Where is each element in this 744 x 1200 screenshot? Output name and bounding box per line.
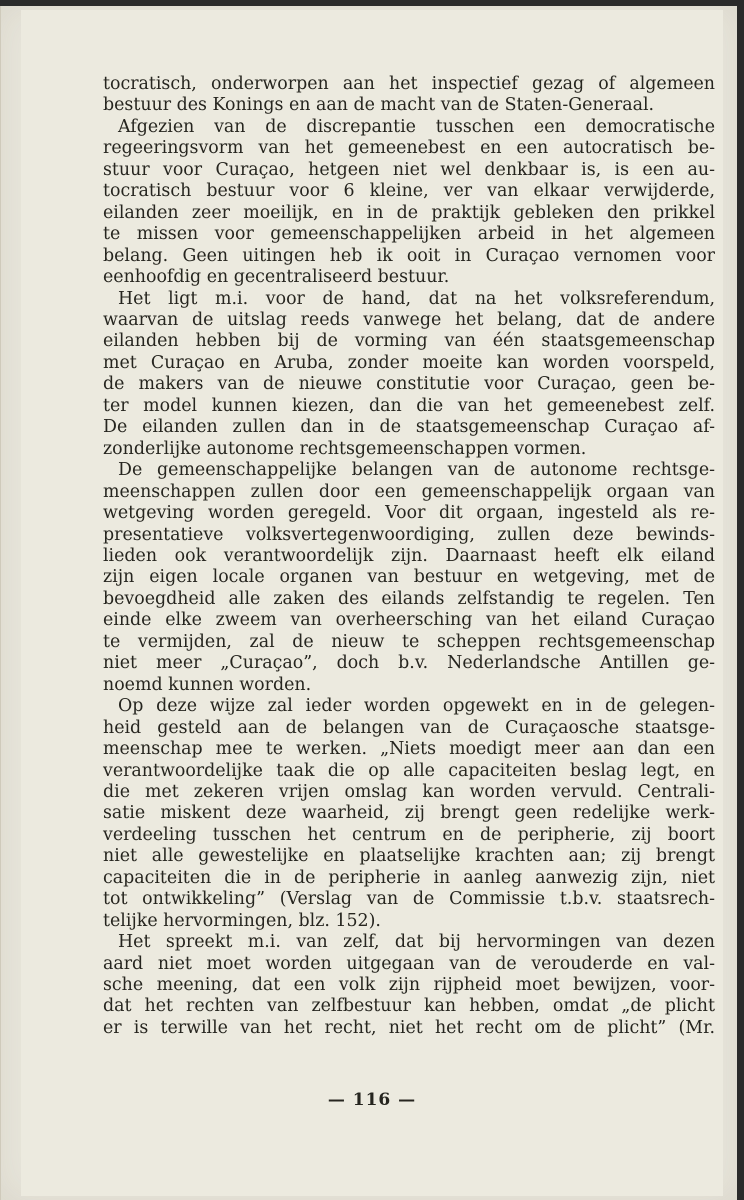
text-line: eilanden hebben bij de vorming van één staatsgemeenschap [103, 331, 715, 352]
text-line: zonderlijke autonome rechtsgemeenschappen vormen. [103, 438, 587, 459]
text-line: niet meer „Curaçao”, doch b.v. Nederlandsche Antillen ge- [103, 653, 715, 674]
text-line: te vermijden, zal de nieuw te scheppen rechtsgemeenschap [103, 631, 715, 652]
text-line: lieden ook verantwoordelijk zijn. Daarnaast heeft elk eiland [103, 545, 715, 566]
text-line: meenschap mee te werken. „Niets moedigt meer aan dan een [103, 739, 715, 760]
text-line: er is terwille van het recht, niet het recht om de plicht” (Mr. [103, 1017, 715, 1038]
text-line: Afgezien van de discrepantie tusschen een democratische [118, 116, 715, 137]
text-line: De gemeenschappelijke belangen van de autonome rechtsge- [118, 460, 715, 481]
text-line: waarvan de uitslag reeds vanwege het belang, dat de andere [103, 309, 715, 330]
text-line: regeeringsvorm van het gemeenebest en een autocratisch be- [103, 138, 715, 159]
text-line: telijke hervormingen, blz. 152). [103, 910, 381, 931]
text-line: bevoegdheid alle zaken des eilands zelfstandig te regelen. Ten [103, 588, 715, 609]
text-line: meenschappen zullen door een gemeenschappelijk orgaan van [103, 481, 715, 502]
text-line: niet alle gewestelijke en plaatselijke krachten aan; zij brengt [103, 846, 715, 867]
text-line: bestuur des Konings en aan de macht van de Staten-Generaal. [103, 95, 655, 116]
text-line: aard niet moet worden uitgegaan van de verouderde en val- [103, 953, 715, 974]
text-line: tot ontwikkeling” (Verslag van de Commissie t.b.v. staatsrech- [103, 889, 715, 910]
text-line: zijn eigen locale organen van bestuur en wetgeving, met de [103, 567, 715, 588]
text-line: tocratisch, onderworpen aan het inspectief gezag of algemeen [103, 74, 715, 94]
text-line: einde elke zweem van overheersching van het eiland Curaçao [103, 610, 715, 631]
text-line: Het spreekt m.i. van zelf, dat bij hervormingen van dezen [118, 932, 715, 953]
text-line: dat het rechten van zelfbestuur kan hebben, omdat „de plicht [103, 996, 715, 1017]
text-line: de makers van de nieuwe constitutie voor Curaçao, geen be- [103, 374, 715, 395]
text-line: Op deze wijze zal ieder worden opgewekt en in de gelegen- [118, 696, 715, 717]
text-line: tocratisch bestuur voor 6 kleine, ver van elkaar verwijderde, [103, 181, 715, 202]
text-line: ter model kunnen kiezen, dan die van het gemeenebest zelf. [103, 395, 715, 416]
text-line: Het ligt m.i. voor de hand, dat na het volksreferendum, [118, 288, 715, 309]
text-line: heid gesteld aan de belangen van de Curaçaosche staatsge- [103, 717, 715, 738]
text-line: capaciteiten die in de peripherie in aanleg aanwezig zijn, niet [103, 867, 715, 888]
text-line: belang. Geen uitingen heb ik ooit in Curaçao vernomen voor [103, 245, 715, 266]
body-text [103, 74, 715, 1039]
text-line: satie miskent deze waarheid, zij brengt geen redelijke werk- [103, 803, 715, 824]
text-line: noemd kunnen worden. [103, 674, 312, 695]
text-line: eilanden zeer moeilijk, en in de praktijk gebleken den prikkel [103, 202, 715, 223]
text-line: presentatieve volksvertegenwoordiging, zullen deze bewinds- [103, 524, 715, 545]
text-line: die met zekeren vrijen omslag kan worden vervuld. Centrali- [103, 781, 715, 802]
text-line: sche meening, dat een volk zijn rijpheid moet bewijzen, voor- [103, 975, 715, 996]
text-line: stuur voor Curaçao, hetgeen niet wel denkbaar is, is een au- [103, 159, 715, 180]
page-number: — 116 — [327, 1090, 417, 1110]
text-line: te missen voor gemeenschappelijken arbeid in het algemeen [103, 224, 715, 245]
text-line: De eilanden zullen dan in de staatsgemeenschap Curaçao af- [103, 417, 715, 438]
text-line: eenhoofdig en gecentraliseerd bestuur. [103, 267, 450, 288]
text-line: wetgeving worden geregeld. Voor dit orgaan, ingesteld als re- [103, 503, 715, 524]
text-line: verantwoordelijke taak die op alle capaciteiten beslag legt, en [103, 760, 715, 781]
text-line: verdeeling tusschen het centrum en de peripherie, zij boort [103, 824, 715, 845]
text-line: met Curaçao en Aruba, zonder moeite kan worden voorspeld, [103, 352, 715, 373]
